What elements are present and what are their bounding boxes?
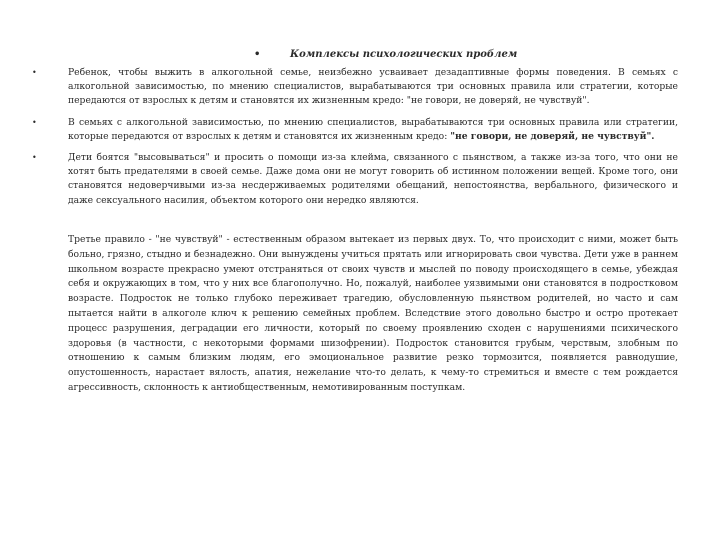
list-item	[32, 151, 678, 208]
body-paragraph: Третье правило - "не чувствуй" - естественным образом вытекает из первых двух. То, что происходит с ними, может быть больно, грязно, стыдно и безнадежно. Они вынуждены учиться прятать или игнорировать свои чувства. Дети уже в раннем школьном возрасте прекрасно умеют отстраняться от своих чувств и мыслей по поводу происходящего в семье, убеждая себя и окружающих в том, что у них все благополучно. Но, пожалуй, наиболее уязвимыми они становятся в подростковом возрасте. Подросток не только глубоко переживает трагедию, обусловленную пьянством родителей, но часто и сам пытается найти в алкоголе ключ к решению семейных проблем. Вследствие этого довольно быстро и остро протекает процесс разрушения, деградации его личности, который по своему проявлению сходен с нарушениями психического здоровья (в частности, с некоторыми формами шизофрении). Подросток становится грубым, черствым, злобным по отношению к самым близким людям, его эмоциональное развитие резко тормозится, появляется равнодушие, опустошенность, нарастает вялость, апатия, нежелание что-то делать, к чему-то стремиться и вместе с тем рождается агрессивность, склонность к антиобщественным, немотивированным поступкам.	[68, 234, 678, 393]
list-item-bold-text: "не говори, не доверяй, не чувствуй".	[450, 130, 655, 142]
title-bullet: •	[254, 49, 261, 60]
bullet-dot: •	[32, 68, 37, 77]
list-item-text: Ребенок, чтобы выжить в алкогольной семье, неизбежно усваивает дезадаптивные формы поведения. В семьях с алкогольной зависимостью, по мнению специалистов, вырабатываются три основных правила или стратегии, которые передаются от взрослых к детям и становятся их жизненным кредо: "не говори, не доверяй, не чувствуй".	[68, 67, 678, 107]
list-item	[32, 66, 678, 109]
slide-title: Комплексы психологических проблем	[290, 49, 518, 60]
list-item	[32, 116, 678, 144]
bullet-list	[32, 66, 678, 215]
bullet-dot: •	[32, 153, 37, 163]
bullet-dot: •	[32, 117, 37, 127]
slide-title-row	[254, 48, 517, 62]
list-item-text: В семьях с алкогольной зависимостью, по мнению специалистов, вырабатываются три основных правила или стратегии, которые передаются от взрослых к детям и становятся их жизненным кредо:	[68, 116, 678, 142]
list-item-text: Дети боятся "высовываться" и просить о помощи из-за клейма, связанного с пьянством, а также из-за того, что они не хотят быть предателями в своей семье. Даже дома они не могут говорить об истинном положении вещей. Кроме того, они становятся недоверчивыми из-за несдерживаемых родителями обещаний, непостоянства, вербального, физического и даже сексуального насилия, объектом которого они нередко являются.	[68, 152, 678, 206]
